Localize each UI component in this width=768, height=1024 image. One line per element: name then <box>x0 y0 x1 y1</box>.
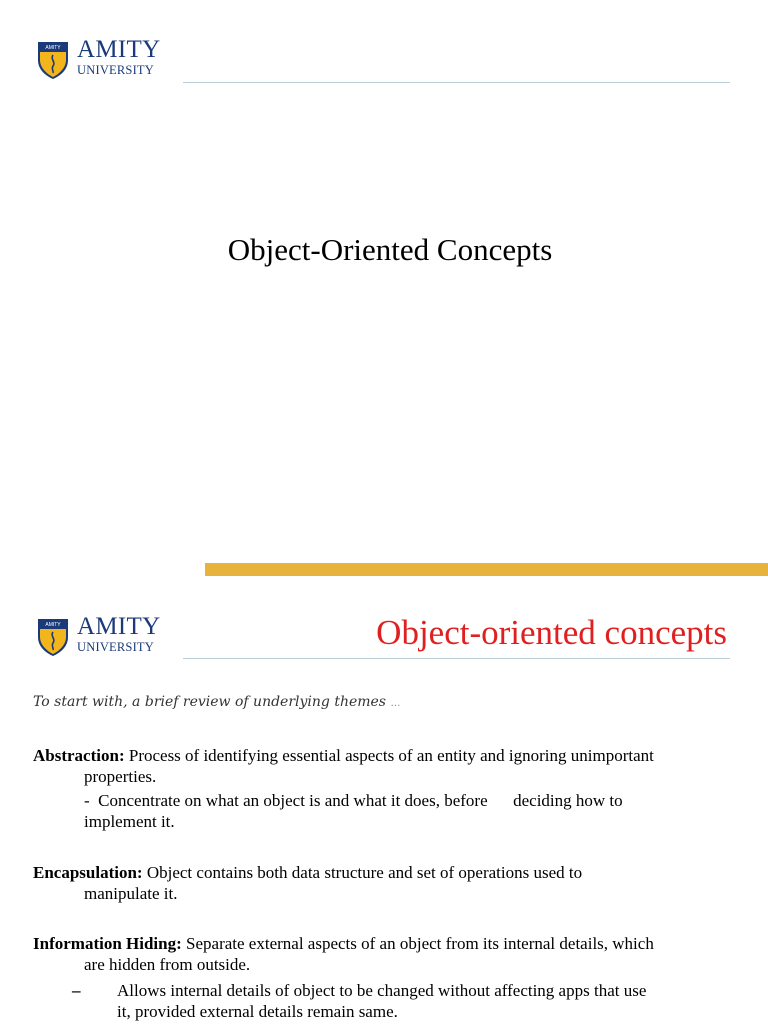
amity-logo <box>36 613 171 659</box>
logo-brand-text: AMITY <box>77 36 161 63</box>
amity-crest-icon <box>36 40 70 80</box>
information-hiding-bullet <box>117 981 732 1022</box>
information-hiding-block <box>33 934 743 975</box>
header-rule <box>183 82 730 83</box>
bullet-line-2: it, provided external details remain same. <box>117 1001 398 1021</box>
encapsulation-term: Encapsulation: <box>33 863 143 882</box>
header-rule <box>183 658 730 659</box>
crest-text: AMITY <box>45 45 61 51</box>
slide-2-title: Object-oriented concepts <box>376 613 727 652</box>
intro-text: To start with, a brief review of underlying themes <box>33 694 386 710</box>
encapsulation-line <box>33 863 743 884</box>
bullet-dash: – <box>72 981 81 1000</box>
slide-1-title: Object-Oriented Concepts <box>227 232 553 267</box>
encapsulation-block <box>33 863 743 904</box>
information-hiding-continuation: are hidden from outside. <box>84 954 251 974</box>
abstraction-line <box>33 746 743 767</box>
amity-crest-icon <box>36 617 70 657</box>
information-hiding-line <box>33 934 743 955</box>
information-hiding-text: Separate external aspects of an object from its internal details, which <box>181 934 654 953</box>
crest-text: AMITY <box>45 622 61 628</box>
logo-sub-text: UNIVERSITY <box>77 640 154 654</box>
encapsulation-continuation: manipulate it. <box>84 883 178 903</box>
logo-brand-text: AMITY <box>77 613 161 640</box>
intro-ellipsis: … <box>390 698 401 709</box>
abstraction-note: - Concentrate on what an object is and what it does, before deciding how to <box>84 791 623 810</box>
logo-sub-text: UNIVERSITY <box>77 63 154 77</box>
abstraction-block <box>33 746 743 832</box>
abstraction-term: Abstraction: <box>33 746 125 765</box>
slide-divider-bar <box>205 563 768 576</box>
abstraction-text: Process of identifying essential aspects of an entity and ignoring unimportant <box>124 746 654 765</box>
information-hiding-term: Information Hiding: <box>33 934 182 953</box>
intro-line <box>33 694 400 710</box>
abstraction-continuation: properties. <box>84 766 157 786</box>
abstraction-note-continuation: implement it. <box>84 811 175 831</box>
amity-logo <box>36 36 171 82</box>
encapsulation-text: Object contains both data structure and set of operations used to <box>142 863 583 882</box>
bullet-line-1: Allows internal details of object to be changed without affecting apps that use <box>117 981 647 1000</box>
slide-2 <box>0 576 768 1024</box>
